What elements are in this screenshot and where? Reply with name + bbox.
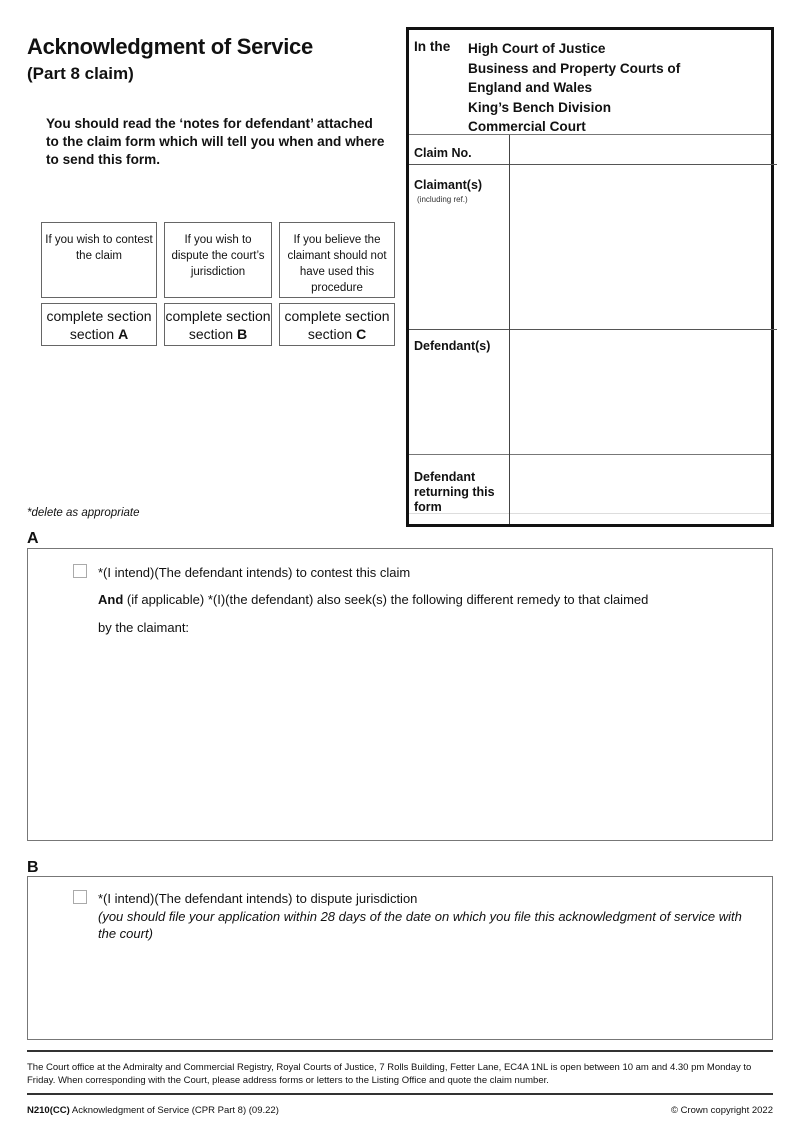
- choice-a-action: complete section section A: [41, 303, 157, 346]
- defendant-returning-field[interactable]: [512, 457, 770, 521]
- divider: [409, 329, 777, 330]
- defendants-field[interactable]: [512, 332, 770, 452]
- court-office-info: The Court office at the Admiralty and Commercial Registry, Royal Courts of Justice, 7 Rolls Building, Fetter Lane, EC4A 1NL is open between 10 am and 4.30 pm Monday to Friday. When corresponding with the Court, please address forms or letters to the Listing Office and quote the claim number.: [27, 1062, 752, 1086]
- section-a-remedy-field[interactable]: [98, 645, 758, 830]
- intro-instructions: You should read the ‘notes for defendant’ attached to the claim form which will tell you when and where to send this form.: [46, 116, 385, 167]
- choice-a-condition: If you wish to contest the claim: [41, 222, 157, 298]
- divider: [409, 164, 777, 165]
- choice-b-condition: If you wish to dispute the court’s jurisdiction: [164, 222, 272, 298]
- court-name-line: Commercial Court: [468, 119, 586, 134]
- choice-b-action: complete section section B: [164, 303, 272, 346]
- court-name-line: High Court of Justice: [468, 41, 606, 56]
- defendants-label: Defendant(s): [414, 339, 491, 353]
- divider: [409, 454, 771, 455]
- form-ref-title: Acknowledgment of Service (CPR Part 8) (09.22): [69, 1105, 279, 1116]
- divider: [409, 134, 771, 135]
- court-in-the-label: In the: [414, 39, 451, 54]
- footer-divider: [27, 1093, 773, 1095]
- form-title: Acknowledgment of Service: [27, 34, 313, 59]
- section-a-remedy-text: (if applicable) *(I)(the defendant) also seek(s) the following different remedy to that claimed: [123, 592, 649, 607]
- section-a-checkbox[interactable]: [73, 564, 87, 578]
- court-name-line: Business and Property Courts of: [468, 60, 681, 76]
- form-code: N210(CC): [27, 1105, 70, 1116]
- section-a-and-label: And: [98, 592, 124, 607]
- court-name-line: England and Wales: [468, 80, 593, 95]
- claim-no-label: Claim No.: [414, 146, 472, 160]
- choice-c-section-letter: C: [356, 326, 367, 342]
- section-a-heading: A: [27, 530, 39, 547]
- defendant-returning-label: Defendant returning this form: [414, 470, 495, 514]
- copyright: © Crown copyright 2022: [670, 1105, 773, 1116]
- divider: [509, 135, 510, 524]
- court-name-line: King’s Bench Division: [468, 99, 612, 115]
- section-a-remedy-line: [98, 592, 648, 607]
- section-a-statement: *(I intend)(The defendant intends) to contest this claim: [98, 565, 411, 580]
- claimants-sublabel: (including ref.): [417, 195, 468, 204]
- claimants-label: Claimant(s): [414, 178, 483, 192]
- claim-no-field[interactable]: [512, 137, 770, 162]
- claimants-field[interactable]: [512, 167, 770, 327]
- form-reference: [27, 1104, 279, 1117]
- choice-c-action: complete section section C: [279, 303, 395, 346]
- section-b-checkbox[interactable]: [73, 890, 87, 904]
- section-b-statement: *(I intend)(The defendant intends) to dispute jurisdiction: [98, 891, 418, 906]
- choice-b-action-text: complete section: [165, 308, 271, 324]
- form-subtitle: (Part 8 claim): [27, 64, 134, 83]
- court-name: [468, 39, 680, 137]
- section-b-note: (you should file your application within 28 days of the date on which you file this acknowledgment of service with the court): [98, 909, 742, 941]
- choice-c-condition: If you believe the claimant should not have used this procedure: [279, 222, 395, 298]
- choice-c-action-text: complete section: [284, 308, 390, 324]
- section-a-remedy-line2: by the claimant:: [98, 620, 190, 635]
- choice-b-section-letter: B: [237, 326, 248, 342]
- choice-a-section-letter: A: [118, 326, 129, 342]
- footer-divider: [27, 1050, 773, 1052]
- section-b-heading: B: [27, 859, 39, 876]
- choice-a-action-text: complete section: [46, 308, 152, 324]
- delete-note: *delete as appropriate: [27, 507, 140, 519]
